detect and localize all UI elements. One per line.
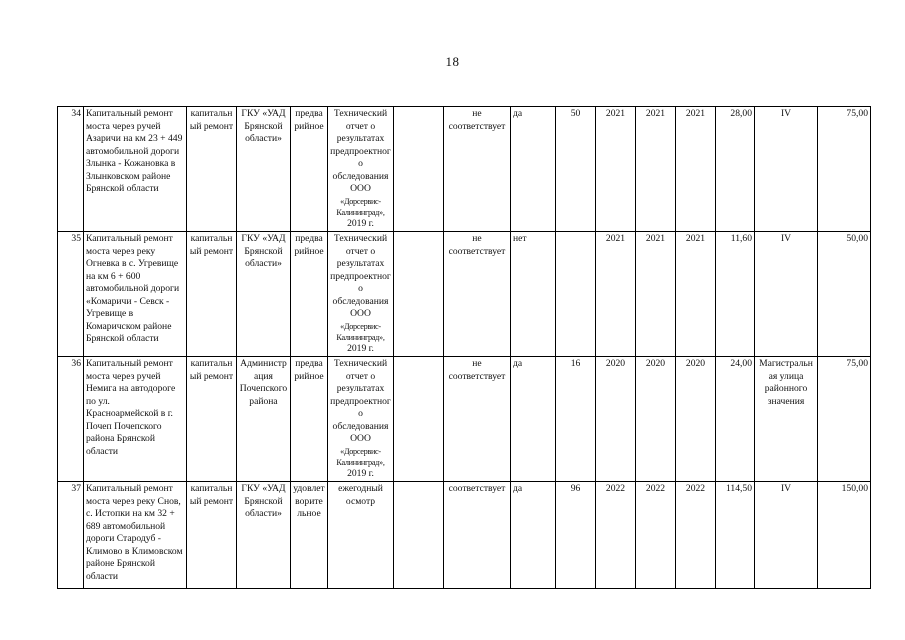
table-row [58,107,871,232]
road-class: IV [755,232,818,357]
year-2: 2021 [636,107,676,232]
length: 11,60 [716,232,755,357]
object-name: Капитальный ремонт моста через ручей Немига на автодороге по ул. Красноармейской в г. Почеп Почепского района Брянской области [84,357,187,482]
year-1: 2022 [596,482,636,589]
flag: да [511,357,556,482]
cost: 75,00 [818,357,871,482]
year-1: 2021 [596,232,636,357]
road-class: IV [755,107,818,232]
row-number: 34 [58,107,84,232]
basis-document [328,482,394,589]
value: 16 [556,357,596,482]
customer: ГКУ «УАД Брянской области» [237,107,291,232]
conformity: соответствует [444,482,511,589]
cost: 75,00 [818,107,871,232]
basis-document-year: 2019 г. [347,217,374,229]
year-2: 2021 [636,232,676,357]
conformity: не соответствует [444,232,511,357]
cost: 50,00 [818,232,871,357]
basis-document-year: 2019 г. [347,342,374,354]
row-number: 35 [58,232,84,357]
condition-stage: предварийное [291,107,328,232]
basis-document-year: 2019 г. [347,467,374,479]
cost: 150,00 [818,482,871,589]
table-row [58,232,871,357]
object-name: Капитальный ремонт моста через ручей Азаричи на км 23 + 449 автомобильной дороги Злынка - Кожановка в Злынковском районе Брянской области [84,107,187,232]
year-3: 2021 [676,232,716,357]
basis-document-main: Технический отчет о результатах предпроектного обследования ООО [330,233,391,319]
work-type: капитальный ремонт [187,357,237,482]
blank-cell [394,357,444,482]
work-type: капитальный ремонт [187,107,237,232]
flag: нет [511,232,556,357]
object-name: Капитальный ремонт моста через реку Огневка в с. Угревище на км 6 + 600 автомобильной дороги «Комаричи - Севск - Угревище в Комаричском районе Брянской области [84,232,187,357]
object-name: Капитальный ремонт моста через реку Снов, с. Истопки на км 32 + 689 автомобильной дороги Стародуб - Климово в Климовском районе Брянской области [84,482,187,589]
blank-cell [394,482,444,589]
flag: да [511,107,556,232]
road-class: Магистральная улица районного значения [755,357,818,482]
basis-document-org: «Дорсервис-Калининград», [336,196,385,217]
condition-stage: предварийное [291,357,328,482]
value: 96 [556,482,596,589]
blank-cell [394,232,444,357]
year-1: 2020 [596,357,636,482]
year-2: 2022 [636,482,676,589]
customer: ГКУ «УАД Брянской области» [237,482,291,589]
basis-document-org: «Дорсервис-Калининград», [336,446,385,467]
basis-document-main: Технический отчет о результатах предпроектного обследования ООО [330,358,391,444]
basis-document [328,107,394,232]
length: 28,00 [716,107,755,232]
basis-document [328,357,394,482]
table-row [58,357,871,482]
basis-document-main: Технический отчет о результатах предпроектного обследования ООО [330,108,391,194]
customer: ГКУ «УАД Брянской области» [237,232,291,357]
table-row [58,482,871,589]
year-2: 2020 [636,357,676,482]
conformity: не соответствует [444,357,511,482]
flag: да [511,482,556,589]
length: 114,50 [716,482,755,589]
conformity: не соответствует [444,107,511,232]
basis-document-org: «Дорсервис-Калининград», [336,321,385,342]
basis-document [328,232,394,357]
row-number: 36 [58,357,84,482]
value: 50 [556,107,596,232]
basis-document-main: ежегодный осмотр [338,483,383,507]
length: 24,00 [716,357,755,482]
road-class: IV [755,482,818,589]
work-type: капитальный ремонт [187,232,237,357]
year-3: 2021 [676,107,716,232]
year-1: 2021 [596,107,636,232]
year-3: 2022 [676,482,716,589]
blank-cell [394,107,444,232]
page-number: 18 [445,54,460,69]
work-type: капитальный ремонт [187,482,237,589]
year-3: 2020 [676,357,716,482]
row-number: 37 [58,482,84,589]
customer: Администрация Почепского района [237,357,291,482]
value [556,232,596,357]
condition-stage: предварийное [291,232,328,357]
bridge-register-table [57,106,871,589]
condition-stage: удовлетворительное [291,482,328,589]
